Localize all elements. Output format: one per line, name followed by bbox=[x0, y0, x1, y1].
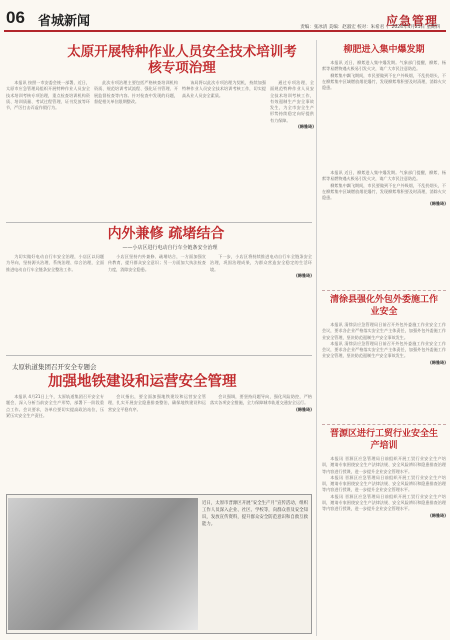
article4-col2: 本报讯 近日，柳絮进入集中爆发期。气象部门提醒，柳絮、杨絮等易燃物遇火极易引发火灾，请广大市民注意防范。 柳絮集中飘飞期间，市民要做到不在户外吸烟，不乱扔烟头，不在柳絮集中区域燃放烟花爆竹，发现柳絮堆积要及时清理，消除火灾隐患。 (韩雅琦) bbox=[322, 170, 446, 207]
article5-col1: 本报讯 清徐县应急管理局日前召开外包外委施工作业安全工作会议，要求各企业严格落实安全生产主体责任，加强外包外委施工作业安全管理，坚决防范遏制生产安全事故发生。 本报讯 清徐县应急管理局日前召开外包外委施工作业安全工作会议，要求各企业严格落实安全生产主体责任，加强外包外委施工作业安全管理，坚决防范遏制生产安全事故发生。 (韩雅琦) bbox=[322, 322, 446, 365]
article1-headline: 太原开展特种作业人员安全技术培训考核专项治理 bbox=[67, 44, 297, 76]
masthead bbox=[0, 0, 450, 40]
article3-headline: 加强地铁建设和运营安全管理 bbox=[48, 373, 237, 390]
section-name: 省城新闻 bbox=[38, 14, 91, 29]
article2-signature: (韩雅琦) bbox=[295, 272, 312, 278]
divider-2 bbox=[6, 355, 312, 356]
article2-subhead: ——小店区进行电动自行车全链条安全治理 bbox=[122, 245, 218, 251]
article2-headline: 内外兼修 疏堵结合 bbox=[107, 226, 225, 242]
article1-col2: 此次专项治理主要包括严格核查培训机构资质、规范培训考试流程、强化证书管理、开展监督检查等内容。针对检查中发现的问题，督促相关单位限期整改。 bbox=[94, 80, 178, 104]
article1-col3: 该局将以此次专项治理为契机，持续加强特种作业人员安全技术培训考核工作，切实提高从业人员安全素质。 bbox=[182, 80, 266, 98]
news-photo bbox=[8, 498, 198, 630]
article4-signature: (韩雅琦) bbox=[429, 201, 446, 207]
article4-headline: 柳肥进入集中爆发期 bbox=[343, 45, 425, 55]
article6-col1: 本报讯 晋源区应急管理局日前组织开展工贸行业安全生产培训，邀请专家围绕安全生产法律法规、安全风险辨识和隐患排查治理等内容进行授课，进一步提升企业安全管理水平。 本报讯 晋源区应急管理局日前组织开展工贸行业安全生产培训，邀请专家围绕安全生产法律法规、安全风险辨识和隐患排查治理等内容进行授课，进一步提升企业安全管理水平。 本报讯 晋源区应急管理局日前组织开展工贸行业安全生产培训，邀请专家围绕安全生产法律法规、安全风险辨识和隐患排查治理等内容进行授课，进一步提升企业安全管理水平。 (韩雅琦) bbox=[322, 456, 446, 518]
divider-1 bbox=[6, 222, 312, 223]
article2-col2: 小店区坚持内外兼修、疏堵结合，一方面加强宣传教育，提升群众安全意识；另一方面加大执法检查力度，消除安全隐患。 bbox=[108, 254, 206, 272]
article2-col1: 为切实做好电动自行车安全治理，小店区以问题为导向，坚持源头治理、系统治理、综合治理，全面推进电动自行车全链条安全整治工作。 bbox=[6, 254, 104, 272]
article6-headline: 晋源区进行工贸行业安全生产培训 bbox=[329, 429, 438, 451]
article5-signature: (韩雅琦) bbox=[429, 359, 446, 365]
photo-caption: 近日，太原市晋源区开展“安全生产月”宣传活动，组织工作人员深入企业、社区、学校等，向群众普及安全知识，发放宣传资料，提升群众安全防范意识和自救互救能力。 bbox=[202, 501, 308, 527]
article3-col3: 会议强调，要坚持问题导向，强化风险防控，严格落实各项安全措施，全力保障城市轨道交通安全运行。 (韩雅琦) bbox=[210, 394, 312, 412]
masthead-rule bbox=[4, 30, 446, 32]
article1-col1: 本报讯 按照一市安委会统一部署，近日，太原市应急管理局组织开展特种作业人员安全技术培训考核专项治理，重点检查培训机构资质、培训质量、考试过程管理、证书发放等环节，严厉打击弄虚作假行为。 bbox=[6, 80, 90, 111]
page-number: 06 bbox=[6, 8, 25, 27]
article3-col1: 本报讯 4月21日上午，太原轨道集团召开安全专题会，深入分析当前安全生产形势，部署下一阶段重点工作。会议要求，各单位要切实提高政治站位，压紧压实安全生产责任。 bbox=[6, 394, 104, 418]
article6-signature: (韩雅琦) bbox=[429, 512, 446, 518]
article1-col4: 通过专项治理，全面规范特种作业人员安全技术培训考核工作，有效遏制生产安全事故发生，为全市安全生产形势持续稳定向好提供有力保障。 (韩雅琦) bbox=[270, 80, 314, 130]
article2-col3: 下一步，小店区将持续推进电动自行车全链条安全治理，巩固治理成果，为群众营造安全稳定的生活环境。 (韩雅琦) bbox=[210, 254, 312, 278]
article5-headline: 清徐县强化外包外委施工作业安全 bbox=[329, 295, 438, 317]
article3-kicker: 太原轨道集团召开安全专题会 bbox=[12, 363, 97, 371]
column-separator bbox=[316, 40, 317, 636]
divider-right-2 bbox=[322, 424, 446, 425]
editors-line: 责编：张冰清 美编：赵淑宏 校对：朱希君 丨 2024年4月25日 星期四 bbox=[300, 25, 440, 30]
article3-signature: (韩雅琦) bbox=[295, 406, 312, 412]
article3-col2: 会议指出，要全面加强地铁建设和运营安全管理，扎实开展安全隐患排查整治，确保地铁建设和运营安全平稳有序。 bbox=[108, 394, 206, 412]
article1-signature: (韩雅琦) bbox=[297, 124, 314, 130]
article4-col1: 本报讯 近日，柳絮进入集中爆发期。气象部门提醒，柳絮、杨絮等易燃物遇火极易引发火灾，请广大市民注意防范。 柳絮集中飘飞期间，市民要做到不在户外吸烟，不乱扔烟头，不在柳絮集中区域燃放烟花爆竹，发现柳絮堆积要及时清理，消除火灾隐患。 bbox=[322, 60, 446, 91]
divider-right-1 bbox=[322, 290, 446, 291]
column-tag: 应急管理 bbox=[385, 14, 438, 28]
